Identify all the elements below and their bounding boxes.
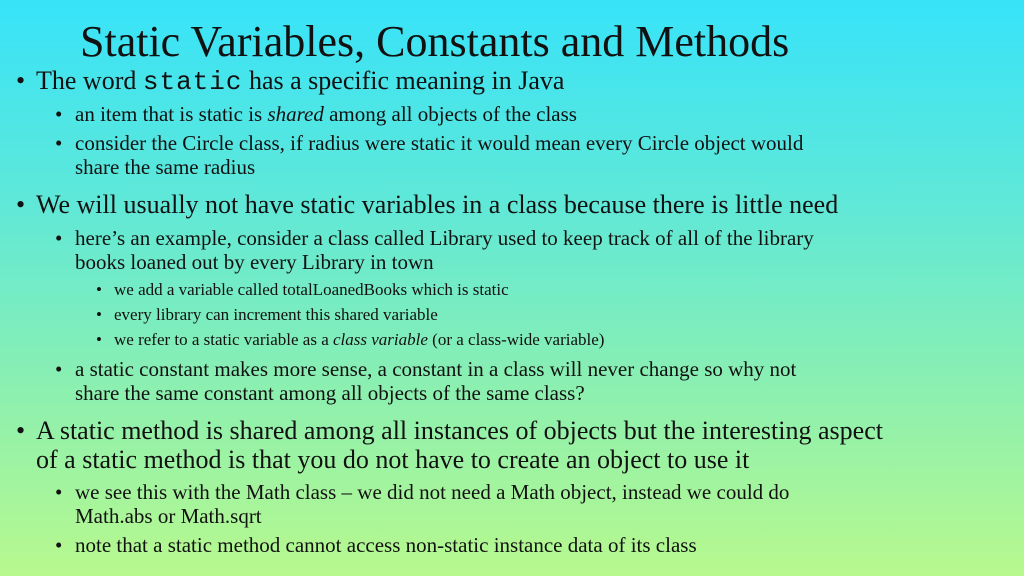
bullet-marker: •	[55, 102, 63, 126]
bullet-marker: •	[16, 416, 26, 445]
bullet-2-text: We will usually not have static variables in a class because there is little need	[36, 190, 839, 219]
bullet-3-1-line1: we see this with the Math class – we did not need a Math object, instead we could do	[75, 480, 790, 504]
bullet-1-2-line1: consider the Circle class, if radius were static it would mean every Circle object would	[75, 131, 804, 155]
bullet-2-1-line1: here’s an example, consider a class called Library used to keep track of all of the library	[75, 226, 814, 250]
bullet-1-text	[36, 66, 564, 97]
slide-title: Static Variables, Constants and Methods	[80, 17, 790, 66]
bullet-marker: •	[55, 533, 63, 557]
bullet-1-2-cont	[75, 155, 255, 179]
code-keyword-static: static	[142, 67, 243, 97]
bullet-marker: •	[96, 280, 102, 299]
bullet-3-1-cont	[75, 504, 262, 528]
bullet-2-1-3-text-pre: we refer to a static variable as a	[114, 330, 333, 349]
emphasis-shared: shared	[267, 102, 324, 126]
bullet-3-line2: of a static method is that you do not have to create an object to use it	[36, 445, 750, 474]
bullet-marker: •	[55, 226, 63, 250]
bullet-marker: •	[96, 305, 102, 324]
bullet-3-line1: A static method is shared among all instances of objects but the interesting aspect	[36, 416, 883, 445]
bullet-2-2-cont	[75, 381, 585, 405]
bullet-3-2-text: note that a static method cannot access non-static instance data of its class	[75, 533, 697, 557]
bullet-2-1-3-text-post: (or a class-wide variable)	[427, 330, 605, 349]
bullet-2-2-line1: a static constant makes more sense, a constant in a class will never change so why not	[75, 357, 797, 381]
bullet-1-1-text-post: among all objects of the class	[323, 102, 577, 126]
bullet-1-text-post: has a specific meaning in Java	[242, 66, 565, 95]
bullet-3-cont	[36, 445, 749, 474]
bullet-2-2-line2: share the same constant among all objects of the same class?	[75, 381, 585, 405]
bullet-1-1-text-pre: an item that is static is	[75, 102, 268, 126]
bullet-2-1-3-text	[114, 329, 604, 351]
bullet-marker: •	[96, 330, 102, 349]
bullet-1-1-text	[75, 102, 577, 126]
bullet-2-1-line2: books loaned out by every Library in town	[75, 250, 434, 274]
bullet-marker: •	[55, 357, 63, 381]
bullet-1-text-pre: The word	[36, 66, 143, 95]
emphasis-class-variable: class variable	[333, 330, 428, 349]
bullet-marker: •	[55, 131, 63, 155]
bullet-marker: •	[55, 480, 63, 504]
bullet-2-1-2-text: every library can increment this shared variable	[114, 305, 438, 324]
bullet-1-2-line2: share the same radius	[75, 155, 256, 179]
bullet-2-1-cont	[75, 250, 434, 274]
bullet-2-1-1-text: we add a variable called totalLoanedBooks which is static	[114, 280, 509, 299]
bullet-marker: •	[16, 190, 26, 219]
bullet-3-1-line2: Math.abs or Math.sqrt	[75, 504, 262, 528]
bullet-marker: •	[16, 66, 26, 95]
